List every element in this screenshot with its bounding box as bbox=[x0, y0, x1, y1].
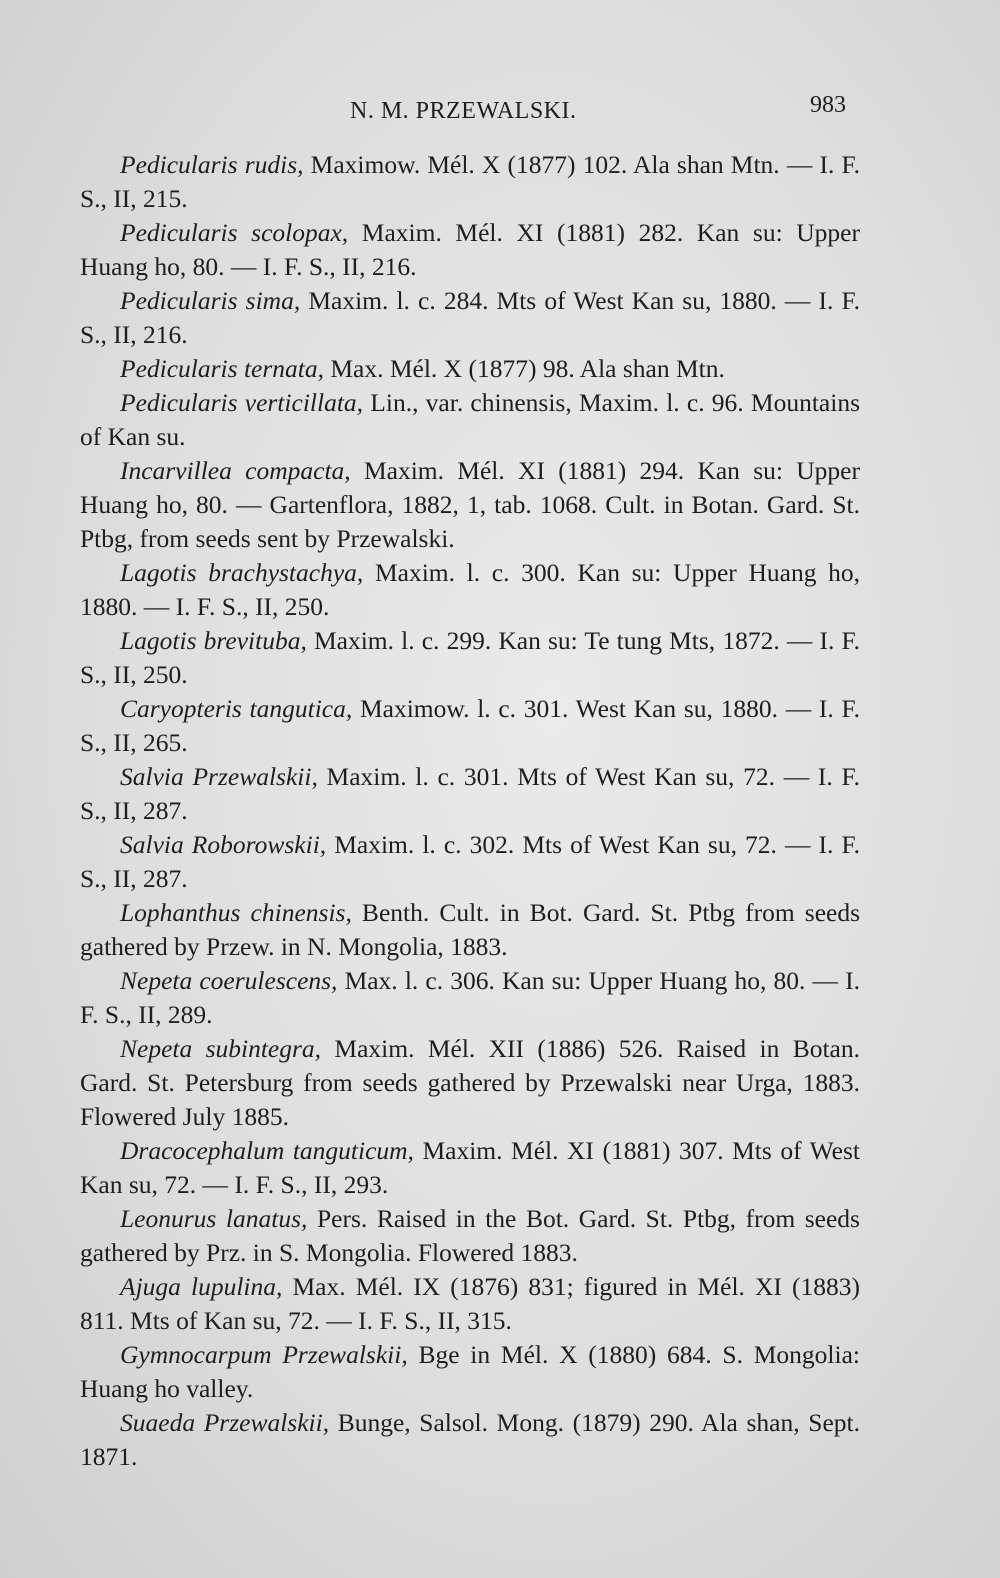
species-entry bbox=[80, 148, 860, 216]
species-entry bbox=[80, 454, 860, 556]
species-name: Salvia Roborowskii, bbox=[120, 830, 327, 859]
page-number: 983 bbox=[810, 92, 846, 118]
species-entry bbox=[80, 760, 860, 828]
species-citation: Max. l. c. 306. Kan su: Upper Huang ho, 80. — I. F. S., II, 289. bbox=[80, 966, 860, 1029]
species-citation: Pers. Raised in the Bot. Gard. St. Ptbg, from seeds gathered by Prz. in S. Mongolia. Flowered 1883. bbox=[80, 1204, 860, 1267]
species-entry bbox=[80, 1338, 860, 1406]
species-name: Nepeta subintegra, bbox=[120, 1034, 322, 1063]
species-list bbox=[80, 148, 860, 1474]
species-name: Lophanthus chinensis, bbox=[120, 898, 352, 927]
species-citation: Lin., var. chinensis, Maxim. l. c. 96. Mountains of Kan su. bbox=[80, 388, 860, 451]
species-citation: Maxim. l. c. 284. Mts of West Kan su, 1880. — I. F. S., II, 216. bbox=[80, 286, 860, 349]
species-citation: Benth. Cult. in Bot. Gard. St. Ptbg from seeds gathered by Przew. in N. Mongolia, 1883. bbox=[80, 898, 860, 961]
species-citation: Maxim. Mél. XI (1881) 307. Mts of West Kan su, 72. — I. F. S., II, 293. bbox=[80, 1136, 860, 1199]
species-name: Caryopteris tangutica, bbox=[120, 694, 353, 723]
species-citation: Maxim. Mél. XI (1881) 294. Kan su: Upper Huang ho, 80. — Gartenflora, 1882, 1, tab. 1068. Cult. in Botan. Gard. St. Ptbg, from seeds sent by Przewalski. bbox=[80, 456, 860, 553]
species-name: Pedicularis rudis, bbox=[120, 150, 304, 179]
species-name: Lagotis brevituba, bbox=[120, 626, 307, 655]
species-name: Pedicularis ternata, bbox=[120, 354, 324, 383]
species-name: Suaeda Przewalskii, bbox=[120, 1408, 330, 1437]
species-entry bbox=[80, 828, 860, 896]
running-title: N. M. PRZEWALSKI. bbox=[350, 98, 577, 124]
species-name: Dracocephalum tanguticum, bbox=[120, 1136, 414, 1165]
species-entry bbox=[80, 692, 860, 760]
species-entry bbox=[80, 352, 860, 386]
species-name: Salvia Przewalskii, bbox=[120, 762, 318, 791]
species-citation: Maxim. Mél. XII (1886) 526. Raised in Botan. Gard. St. Petersburg from seeds gathered by Przewalski near Urga, 1883. Flowered July 1885. bbox=[80, 1034, 860, 1131]
species-citation: Maxim. l. c. 302. Mts of West Kan su, 72. — I. F. S., II, 287. bbox=[80, 830, 860, 893]
species-name: Pedicularis scolopax, bbox=[120, 218, 349, 247]
species-entry bbox=[80, 284, 860, 352]
species-entry bbox=[80, 216, 860, 284]
species-entry bbox=[80, 1202, 860, 1270]
species-name: Pedicularis sima, bbox=[120, 286, 301, 315]
species-citation: Bge in Mél. X (1880) 684. S. Mongolia: Huang ho valley. bbox=[80, 1340, 860, 1403]
species-citation: Bunge, Salsol. Mong. (1879) 290. Ala shan, Sept. 1871. bbox=[80, 1408, 860, 1471]
page-header bbox=[80, 92, 846, 132]
species-entry bbox=[80, 1134, 860, 1202]
species-citation: Maximow. Mél. X (1877) 102. Ala shan Mtn. — I. F. S., II, 215. bbox=[80, 150, 860, 213]
species-citation: Maxim. l. c. 301. Mts of West Kan su, 72. — I. F. S., II, 287. bbox=[80, 762, 861, 825]
species-name: Incarvillea compacta, bbox=[120, 456, 351, 485]
species-name: Pedicularis verticillata, bbox=[120, 388, 364, 417]
species-citation: Max. Mél. X (1877) 98. Ala shan Mtn. bbox=[323, 354, 725, 383]
species-name: Ajuga lupulina, bbox=[120, 1272, 283, 1301]
species-citation: Maxim. l. c. 299. Kan su: Te tung Mts, 1872. — I. F. S., II, 250. bbox=[80, 626, 860, 689]
species-name: Lagotis brachystachya, bbox=[120, 558, 364, 587]
species-entry bbox=[80, 1032, 860, 1134]
species-citation: Maxim. Mél. XI (1881) 282. Kan su: Upper Huang ho, 80. — I. F. S., II, 216. bbox=[80, 218, 860, 281]
species-entry bbox=[80, 556, 860, 624]
species-citation: Maxim. l. c. 300. Kan su: Upper Huang ho, 1880. — I. F. S., II, 250. bbox=[80, 558, 860, 621]
species-entry bbox=[80, 1406, 860, 1474]
species-entry bbox=[80, 964, 860, 1032]
species-name: Nepeta coerulescens, bbox=[120, 966, 338, 995]
species-citation: Max. Mél. IX (1876) 831; figured in Mél. XI (1883) 811. Mts of Kan su, 72. — I. F. S., II, 315. bbox=[80, 1272, 860, 1335]
species-entry bbox=[80, 386, 860, 454]
species-citation: Maximow. l. c. 301. West Kan su, 1880. — I. F. S., II, 265. bbox=[80, 694, 860, 757]
species-entry bbox=[80, 1270, 860, 1338]
species-name: Leonurus lanatus, bbox=[120, 1204, 308, 1233]
species-name: Gymnocarpum Przewalskii, bbox=[120, 1340, 408, 1369]
species-entry bbox=[80, 624, 860, 692]
species-entry bbox=[80, 896, 860, 964]
